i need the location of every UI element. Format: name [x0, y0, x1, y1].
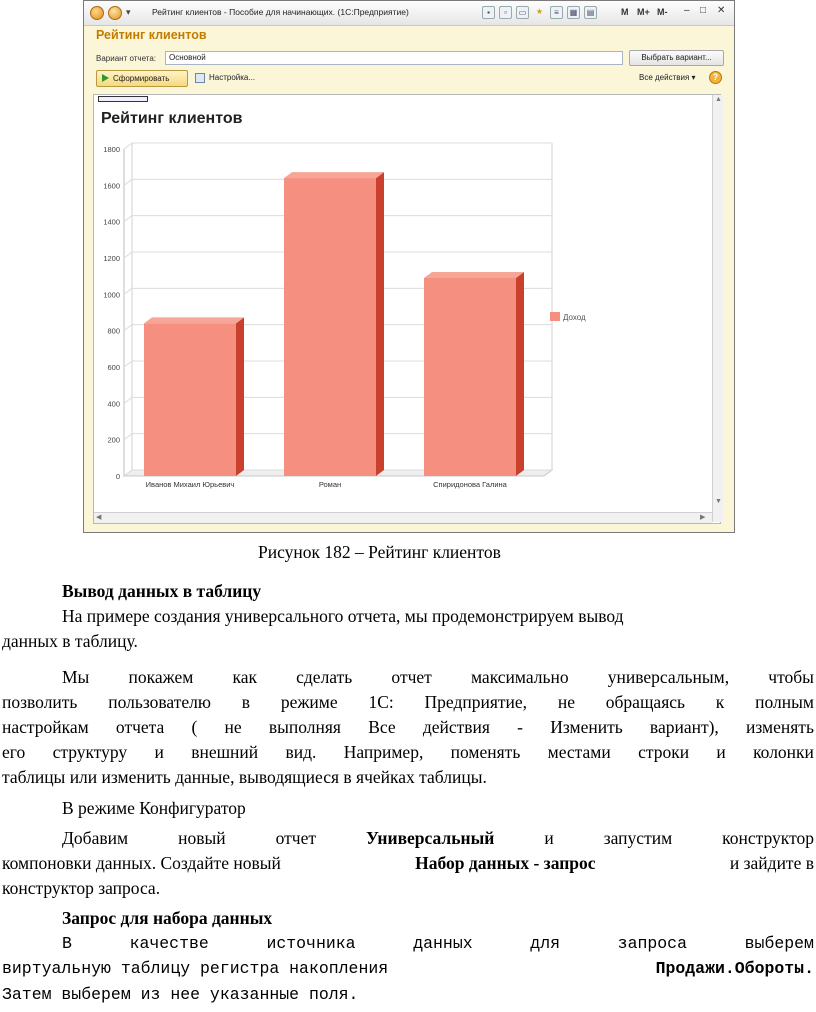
figure-caption: Рисунок 182 – Рейтинг клиентов — [258, 542, 501, 562]
gridline-side — [124, 143, 132, 149]
scroll-right-icon[interactable]: ▶ — [700, 514, 706, 521]
word: Добавим — [62, 828, 129, 848]
word: выполняя — [268, 717, 341, 737]
paragraph-3: В режиме Конфигуратор — [62, 798, 246, 818]
legend-swatch — [550, 312, 560, 321]
scroll-up-icon[interactable]: ▲ — [715, 96, 722, 103]
word: местами — [547, 742, 611, 762]
bar — [284, 172, 384, 476]
bar-front — [144, 323, 236, 476]
gridline-side — [124, 434, 132, 440]
word: ( — [191, 717, 198, 737]
close-icon[interactable]: ✕ — [717, 5, 726, 16]
y-tick-label: 1400 — [103, 217, 120, 227]
paragraph-1-line-2: данных в таблицу. — [2, 631, 138, 651]
history-icon[interactable]: ≡ — [550, 6, 563, 19]
chart — [84, 1, 734, 533]
variant-input[interactable]: Основной — [165, 51, 623, 65]
variant-label: Вариант отчета: — [96, 54, 156, 63]
word: как — [232, 667, 257, 687]
y-tick-label: 1600 — [103, 181, 120, 191]
paragraph-2-line-1 — [62, 665, 814, 690]
word: изменять — [746, 717, 814, 737]
word: режиме — [280, 692, 338, 712]
settings-label: Настройка... — [209, 73, 256, 82]
word: внешний — [191, 742, 259, 762]
word: не — [557, 692, 575, 712]
legend — [550, 312, 586, 322]
x-tick-label: Иванов Михаил Юрьевич — [145, 480, 235, 489]
bar-side — [516, 272, 524, 476]
bar-series — [144, 172, 524, 476]
x-tick-label: Роман — [318, 480, 342, 489]
bar-top — [424, 272, 524, 278]
gridline-side — [124, 325, 132, 331]
favorite-star-icon[interactable]: ★ — [535, 7, 544, 16]
bar-top — [144, 317, 244, 323]
word: 1С: — [368, 692, 394, 712]
y-tick-label: 200 — [107, 435, 120, 445]
word: Все — [368, 717, 396, 737]
word: вариант), — [649, 717, 719, 737]
word: его — [2, 742, 26, 762]
word: отчета — [115, 717, 165, 737]
paragraph-1-line-1: На примере создания универсального отчета, мы продемонстрируем вывод — [62, 606, 624, 626]
text-run: компоновки данных. Создайте новый — [2, 853, 281, 873]
heading-data-output: Вывод данных в таблицу — [62, 581, 262, 601]
app-window-screenshot — [83, 0, 735, 533]
chart-title: Рейтинг клиентов — [101, 110, 243, 127]
report-title: Рейтинг клиентов — [96, 28, 207, 42]
mem-button[interactable]: M — [621, 7, 629, 17]
word: универсальным, — [607, 667, 730, 687]
word: В — [62, 934, 72, 953]
all-actions-menu[interactable]: Все действия ▾ — [639, 73, 696, 82]
y-tick-label: 800 — [107, 326, 120, 336]
word: отчет — [275, 828, 316, 848]
bar-side — [236, 317, 244, 476]
legend-label: Доход — [563, 313, 586, 322]
y-axis — [103, 145, 120, 481]
word: структуру — [52, 742, 128, 762]
bold-term: Универсальный — [366, 828, 495, 848]
y-tick-label: 600 — [107, 363, 120, 372]
word: источника — [266, 934, 356, 953]
word: действия — [422, 717, 490, 737]
y-tick-label: 1800 — [103, 145, 120, 154]
word: поменять — [450, 742, 521, 762]
word: вид. — [285, 742, 317, 762]
print-icon[interactable]: ▫ — [499, 6, 512, 19]
word: Мы — [62, 667, 90, 687]
bar — [144, 317, 244, 476]
help-icon[interactable]: ? — [709, 71, 722, 84]
mem-minus-button[interactable]: M- — [657, 7, 668, 17]
bar-top — [284, 172, 384, 178]
word: в — [241, 692, 251, 712]
minimize-icon[interactable]: – — [684, 5, 690, 16]
word: качестве — [129, 934, 209, 953]
y-tick-label: 1200 — [103, 254, 120, 263]
word: запустим — [603, 828, 673, 848]
word: настройкам — [2, 717, 89, 737]
paragraph-4-line-2 — [2, 851, 814, 876]
word: новый — [178, 828, 226, 848]
bold-term: Набор данных - запрос — [415, 853, 596, 873]
save-icon[interactable]: ▪ — [482, 6, 495, 19]
scroll-left-icon[interactable]: ◀ — [96, 514, 102, 521]
scroll-down-icon[interactable]: ▼ — [715, 498, 722, 505]
paragraph-5-line-2 — [2, 957, 814, 982]
text-run: виртуальную таблицу регистра накопления — [2, 959, 389, 978]
bar-side — [376, 172, 384, 476]
paragraph-4-line-3: конструктор запроса. — [2, 878, 161, 898]
word: максимально — [470, 667, 569, 687]
mem-plus-button[interactable]: M+ — [637, 7, 650, 17]
gridline-side — [124, 216, 132, 222]
maximize-icon[interactable]: □ — [700, 5, 707, 16]
word: пользователю — [108, 692, 211, 712]
word: сделать — [296, 667, 353, 687]
bold-term: Продажи.Обороты. — [655, 959, 814, 978]
word: и — [544, 828, 554, 848]
word: для — [530, 934, 561, 953]
word: к — [715, 692, 725, 712]
choose-variant-button[interactable]: Выбрать вариант... — [629, 50, 724, 66]
gridline-side — [124, 361, 132, 367]
word: и — [716, 742, 726, 762]
word: данных — [413, 934, 473, 953]
calendar-icon[interactable]: ▦ — [567, 6, 580, 19]
x-tick-label: Спиридонова Галина — [433, 480, 507, 489]
word: полным — [755, 692, 814, 712]
gridline-side — [124, 252, 132, 258]
paragraph-4-line-1 — [62, 826, 814, 851]
paragraph-2-line-5: таблицы или изменить данные, выводящиеся в ячейках таблицы. — [2, 767, 487, 787]
paragraph-2-line-3 — [2, 715, 814, 740]
word: не — [224, 717, 242, 737]
word: обращаясь — [605, 692, 685, 712]
bar-front — [284, 178, 376, 476]
word: покажем — [128, 667, 194, 687]
word: конструктор — [722, 828, 814, 848]
bar — [424, 272, 524, 476]
text-run: и зайдите в — [729, 853, 814, 873]
word: строки — [638, 742, 690, 762]
word: выберем — [744, 934, 814, 953]
window-title: Рейтинг клиентов - Пособие для начинающих. (1С:Предприятие) — [152, 7, 409, 17]
preview-icon[interactable]: ▭ — [516, 6, 529, 19]
bar-front — [424, 278, 516, 476]
word: запроса — [617, 934, 687, 953]
word: Предприятие, — [424, 692, 528, 712]
paragraph-5-line-3: Затем выберем из нее указанные поля. — [2, 985, 359, 1004]
y-tick-label: 400 — [107, 399, 120, 409]
gridline-side — [124, 179, 132, 185]
word: чтобы — [768, 667, 814, 687]
paragraph-5-line-1 — [62, 932, 814, 957]
generate-report-label: Сформировать — [113, 74, 170, 83]
y-tick-label: 1000 — [103, 290, 120, 300]
calculator-icon[interactable]: ▤ — [584, 6, 597, 19]
word: и — [154, 742, 164, 762]
word: колонки — [753, 742, 814, 762]
word: - — [517, 717, 523, 737]
gridline-side — [124, 288, 132, 294]
x-axis — [146, 480, 508, 489]
word: Изменить — [550, 717, 623, 737]
paragraph-2-line-4 — [2, 740, 814, 765]
gridline-side — [124, 397, 132, 403]
word: Например, — [343, 742, 424, 762]
word: отчет — [391, 667, 432, 687]
paragraph-2-line-2 — [2, 690, 814, 715]
word: позволить — [2, 692, 78, 712]
dropdown-icon[interactable]: ▾ — [126, 7, 131, 17]
y-tick-label: 0 — [115, 472, 120, 481]
heading-query: Запрос для набора данных — [62, 908, 273, 928]
